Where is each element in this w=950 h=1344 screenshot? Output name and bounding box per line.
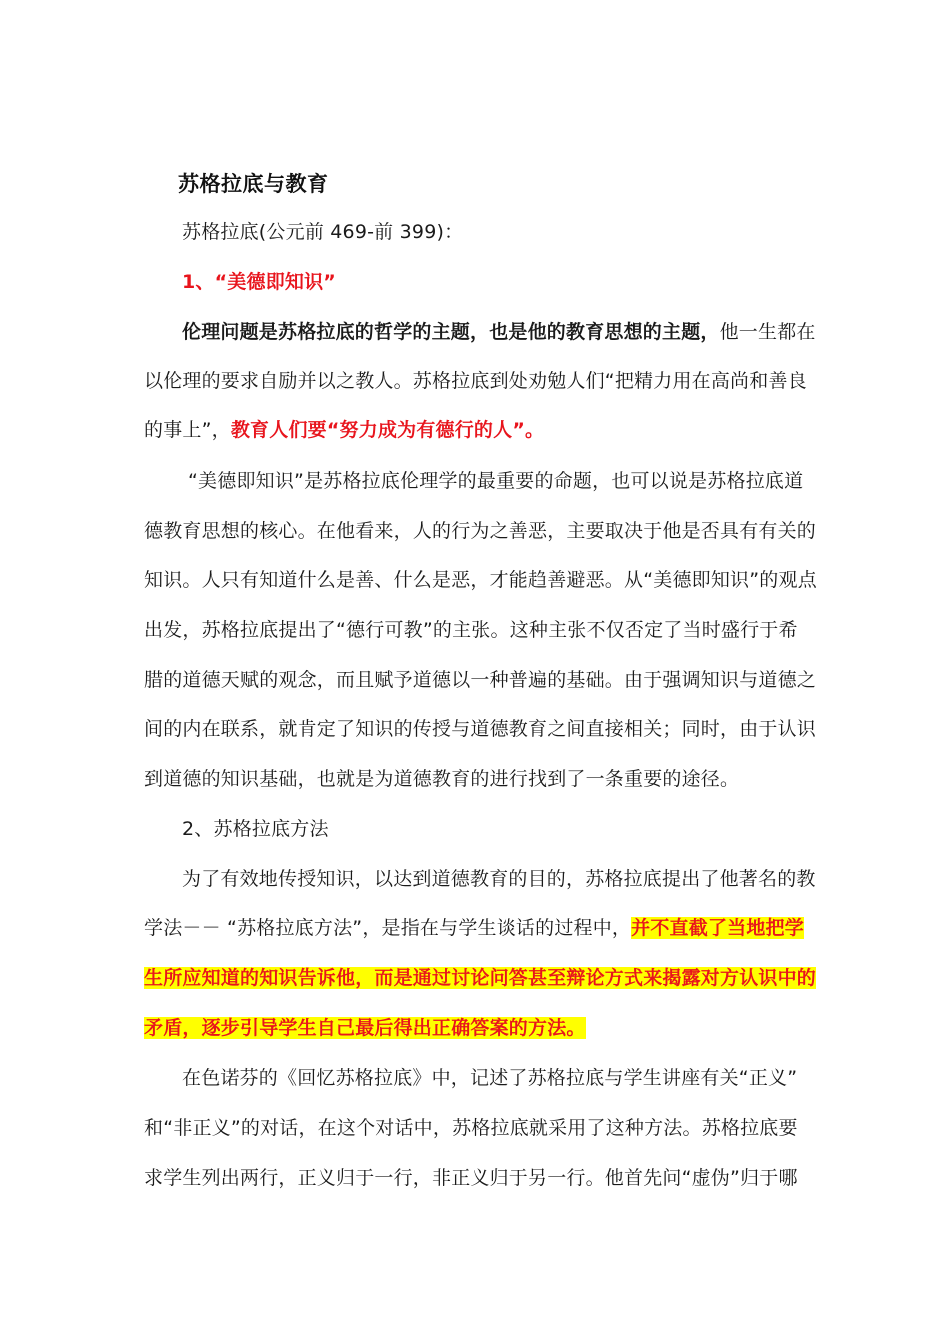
highlighted-text: 并不直截了当地把学 xyxy=(631,917,804,939)
paragraph2-line2: 德教育思想的核心。在他看来，人的行为之善恶，主要取决于他是否具有有关的 xyxy=(144,520,817,542)
highlighted-text: 矛盾，逐步引导学生自己最后得出正确答案的方法。 xyxy=(144,1017,586,1039)
paragraph3-line2 xyxy=(144,914,804,942)
section1-heading: 1、“美德即知识” xyxy=(182,271,336,293)
paragraph1-line2: 以伦理的要求自励并以之教人。苏格拉底到处劝勉人们“把精力用在高尚和善良 xyxy=(144,370,807,392)
paragraph1-line1 xyxy=(182,318,816,346)
paragraph2-line6: 间的内在联系，就肯定了知识的传授与道德教育之间直接相关；同时，由于认识 xyxy=(144,718,817,740)
paragraph3-line2-start: 学法－－ “苏格拉底方法”，是指在与学生谈话的过程中， xyxy=(144,917,632,939)
paragraph2-line7: 到道德的知识基础，也就是为道德教育的进行找到了一条重要的途径。 xyxy=(144,768,740,790)
paragraph4-line1: 在色诺芬的《回忆苏格拉底》中，记述了苏格拉底与学生讲座有关“正义” xyxy=(182,1067,798,1089)
subtitle: 苏格拉底(公元前 469-前 399)： xyxy=(182,221,464,243)
highlighted-text: 生所应知道的知识告诉他，而是通过讨论问答甚至辩论方式来揭露对方认识中的 xyxy=(144,967,817,989)
paragraph1-line3-start: 的事上”， xyxy=(144,419,231,441)
paragraph3-line4 xyxy=(144,1014,586,1042)
paragraph3-line3 xyxy=(144,964,816,992)
paragraph4-line2: 和“非正义”的对话，在这个对话中，苏格拉底就采用了这种方法。苏格拉底要 xyxy=(144,1117,798,1139)
paragraph2-line5: 腊的道德天赋的观念，而且赋予道德以一种普遍的基础。由于强调知识与道德之 xyxy=(144,669,817,691)
paragraph1-line3 xyxy=(144,416,544,444)
document-title: 苏格拉底与教育 xyxy=(178,172,329,196)
paragraph4-line3: 求学生列出两行，正义归于一行，非正义归于另一行。他首先问“虚伪”归于哪 xyxy=(144,1167,798,1189)
paragraph2-line3: 知识。人只有知道什么是善、什么是恶，才能趋善避恶。从“美德即知识”的观点 xyxy=(144,569,817,591)
paragraph1-rest-text: 他一生都在 xyxy=(719,321,816,343)
paragraph2-line1: “美德即知识”是苏格拉底伦理学的最重要的命题，也可以说是苏格拉底道 xyxy=(188,470,804,492)
section2-heading: 2、苏格拉底方法 xyxy=(182,818,329,840)
paragraph1-bold-text: 伦理问题是苏格拉底的哲学的主题，也是他的教育思想的主题， xyxy=(182,321,720,343)
paragraph1-red-text: 教育人们要“努力成为有德行的人”。 xyxy=(230,419,545,441)
paragraph3-line1: 为了有效地传授知识，以达到道德教育的目的，苏格拉底提出了他著名的教 xyxy=(182,868,816,890)
paragraph2-line4: 出发，苏格拉底提出了“德行可教”的主张。这种主张不仅否定了当时盛行于希 xyxy=(144,619,798,641)
